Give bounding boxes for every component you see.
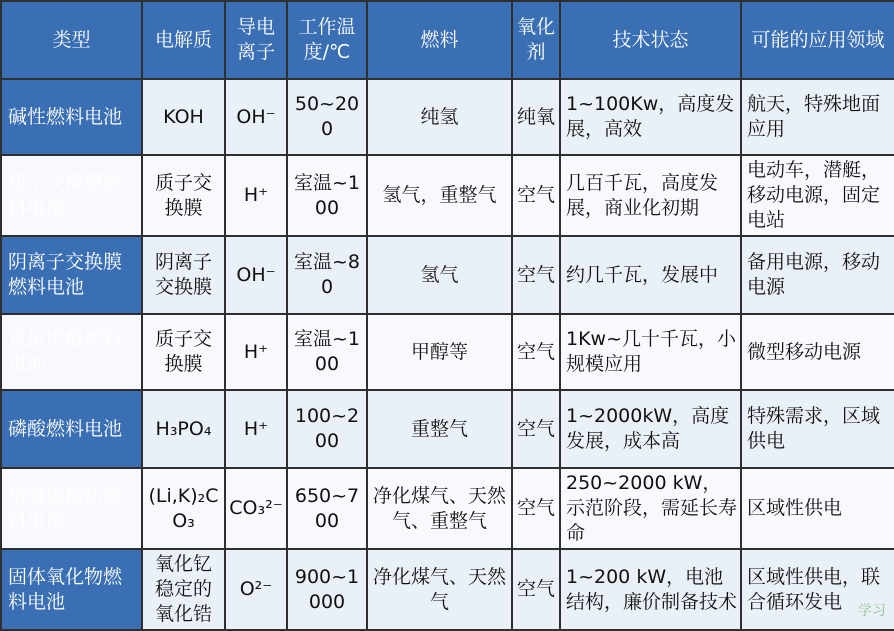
- cell-application: 特殊需求，区域供电: [741, 390, 894, 468]
- cell-ion: H⁺: [225, 155, 287, 236]
- table-row: [1, 236, 894, 314]
- table-row: [1, 468, 894, 549]
- cell-fuel: 甲醇等: [367, 314, 512, 390]
- cell-oxidant: 空气: [512, 468, 560, 549]
- header-fuel: 燃料: [367, 1, 512, 79]
- header-type: 类型: [1, 1, 142, 79]
- header-temp: 工作温度/℃: [287, 1, 367, 79]
- cell-oxidant: 空气: [512, 236, 560, 314]
- cell-application: 区域性供电，联合循环发电: [741, 549, 894, 630]
- cell-status: 约几千瓦，发展中: [560, 236, 741, 314]
- cell-status: 几百千瓦，高度发展，商业化初期: [560, 155, 741, 236]
- cell-status: 1Kw~几十千瓦，小规模应用: [560, 314, 741, 390]
- cell-electrolyte: KOH: [142, 79, 225, 155]
- header-row: [1, 1, 894, 79]
- cell-type: 熔融碳酸盐燃料电池: [1, 468, 142, 549]
- cell-type: 质子交换膜燃料电池: [1, 155, 142, 236]
- cell-application: 备用电源，移动电源: [741, 236, 894, 314]
- cell-temp: 室温~100: [287, 314, 367, 390]
- cell-temp: 室温~100: [287, 155, 367, 236]
- header-status: 技术状态: [560, 1, 741, 79]
- cell-temp: 100~200: [287, 390, 367, 468]
- cell-type: 磷酸燃料电池: [1, 390, 142, 468]
- cell-temp: 50~200: [287, 79, 367, 155]
- cell-type: 固体氧化物燃料电池: [1, 549, 142, 630]
- cell-fuel: 纯氢: [367, 79, 512, 155]
- cell-electrolyte: 氧化钇稳定的氧化锆: [142, 549, 225, 630]
- cell-status: 1~2000kW，高度发展，成本高: [560, 390, 741, 468]
- cell-ion: H⁺: [225, 390, 287, 468]
- cell-electrolyte: 质子交换膜: [142, 155, 225, 236]
- cell-fuel: 重整气: [367, 390, 512, 468]
- cell-fuel: 净化煤气、天然气: [367, 549, 512, 630]
- cell-temp: 650~700: [287, 468, 367, 549]
- cell-ion: OH⁻: [225, 236, 287, 314]
- cell-temp: 室温~80: [287, 236, 367, 314]
- cell-ion: H⁺: [225, 314, 287, 390]
- table-row: [1, 314, 894, 390]
- cell-electrolyte: 阴离子交换膜: [142, 236, 225, 314]
- cell-fuel: 净化煤气、天然气、重整气: [367, 468, 512, 549]
- cell-ion: CO₃²⁻: [225, 468, 287, 549]
- header-application: 可能的应用领域: [741, 1, 894, 79]
- cell-application: 区域性供电: [741, 468, 894, 549]
- cell-type: 阴离子交换膜燃料电池: [1, 236, 142, 314]
- table-row: [1, 390, 894, 468]
- watermark: 学习: [858, 600, 886, 620]
- cell-type: 直接甲醇燃料电池: [1, 314, 142, 390]
- cell-fuel: 氢气，重整气: [367, 155, 512, 236]
- cell-application: 电动车，潜艇，移动电源，固定电站: [741, 155, 894, 236]
- cell-status: 1~100Kw，高度发展，高效: [560, 79, 741, 155]
- cell-fuel: 氢气: [367, 236, 512, 314]
- cell-temp: 900~1000: [287, 549, 367, 630]
- cell-oxidant: 纯氧: [512, 79, 560, 155]
- cell-application: 微型移动电源: [741, 314, 894, 390]
- cell-type: 碱性燃料电池: [1, 79, 142, 155]
- cell-application: 航天，特殊地面应用: [741, 79, 894, 155]
- header-oxidant: 氧化剂: [512, 1, 560, 79]
- cell-status: 250~2000 kW，示范阶段，需延长寿命: [560, 468, 741, 549]
- cell-electrolyte: H₃PO₄: [142, 390, 225, 468]
- cell-oxidant: 空气: [512, 314, 560, 390]
- table-row: [1, 549, 894, 630]
- header-ion: 导电离子: [225, 1, 287, 79]
- cell-oxidant: 空气: [512, 390, 560, 468]
- cell-oxidant: 空气: [512, 155, 560, 236]
- cell-electrolyte: 质子交换膜: [142, 314, 225, 390]
- table-row: [1, 79, 894, 155]
- cell-oxidant: 空气: [512, 549, 560, 630]
- cell-electrolyte: (Li,K)₂CO₃: [142, 468, 225, 549]
- cell-ion: OH⁻: [225, 79, 287, 155]
- cell-ion: O²⁻: [225, 549, 287, 630]
- table-row: [1, 155, 894, 236]
- header-electrolyte: 电解质: [142, 1, 225, 79]
- cell-status: 1~200 kW，电池结构，廉价制备技术: [560, 549, 741, 630]
